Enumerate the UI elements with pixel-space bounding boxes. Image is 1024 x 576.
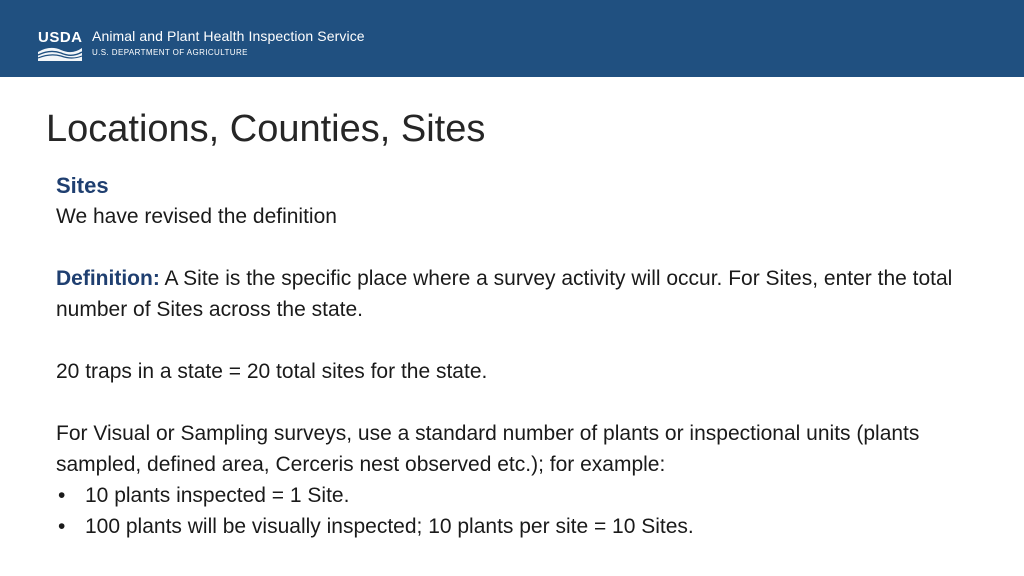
list-item-text: 10 plants inspected = 1 Site.: [85, 484, 350, 507]
definition-paragraph: [56, 263, 986, 325]
bullet-icon: •: [58, 484, 66, 507]
header-banner: [0, 0, 1024, 77]
usda-logo-text: USDA: [38, 29, 83, 46]
usda-logo: [38, 28, 84, 62]
definition-label: Definition:: [56, 267, 160, 290]
department-name: U.S. DEPARTMENT OF AGRICULTURE: [92, 48, 248, 57]
list-item: [56, 511, 986, 542]
section-subheading: Sites: [56, 173, 109, 198]
slide-body: [56, 170, 986, 542]
list-item-text: 100 plants will be visually inspected; 10 plants per site = 10 Sites.: [85, 515, 694, 538]
intro-text: We have revised the definition: [56, 205, 337, 228]
list-item: [56, 480, 986, 511]
example-text: 20 traps in a state = 20 total sites for the state.: [56, 360, 488, 383]
slide-title: Locations, Counties, Sites: [46, 108, 486, 150]
agency-name: Animal and Plant Health Inspection Service: [92, 28, 365, 44]
example-list: [56, 480, 986, 542]
visual-sampling-paragraph: For Visual or Sampling surveys, use a standard number of plants or inspectional units (plants sampled, defined area, Cerceris nest observed etc.); for example:: [56, 422, 920, 476]
definition-text: A Site is the specific place where a survey activity will occur. For Sites, enter the total number of Sites across the state.: [56, 267, 953, 321]
bullet-icon: •: [58, 515, 66, 538]
